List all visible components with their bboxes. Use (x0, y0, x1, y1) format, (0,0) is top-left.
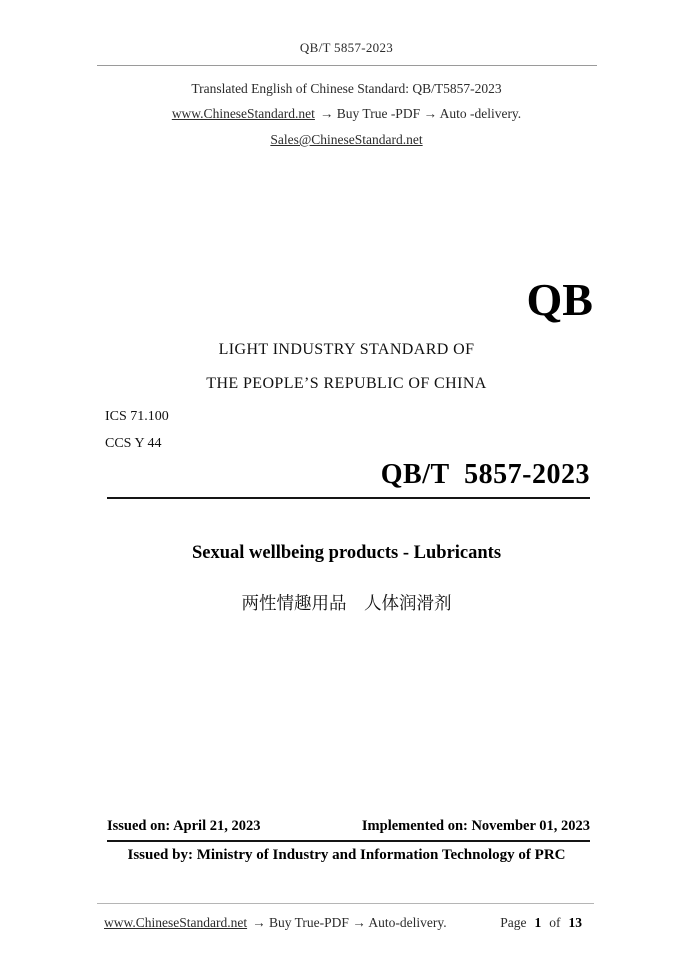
page-indicator (500, 915, 582, 931)
ics-code: ICS 71.100 (105, 409, 169, 424)
standard-code: QB/T 5857-2023 (380, 459, 590, 490)
page-of-label: of (549, 915, 561, 930)
header-site-link[interactable]: www.ChineseStandard.net (171, 106, 315, 121)
sales-email-link[interactable]: Sales@ChineseStandard.net (270, 132, 423, 147)
footer-left (104, 915, 447, 931)
page-total: 13 (568, 915, 582, 930)
dates-row (107, 818, 590, 835)
header-doc-code: QB/T 5857-2023 (299, 40, 394, 55)
header-buy-rest: → Buy True -PDF → Auto -delivery. (319, 106, 522, 121)
dates-divider (107, 840, 590, 842)
header-divider (97, 65, 597, 66)
footer-site-link[interactable]: www.ChineseStandard.net (104, 915, 248, 930)
footer-buy-rest: → Buy True-PDF → Auto-delivery. (252, 915, 447, 930)
footer-row (104, 915, 582, 931)
qb-logo: QB (526, 274, 593, 325)
title-english: Sexual wellbeing products - Lubricants (191, 543, 502, 563)
title-divider (107, 497, 590, 499)
footer-divider (97, 903, 594, 904)
sales-email-line (0, 132, 693, 148)
ccs-code: CCS Y 44 (105, 436, 162, 451)
header-buy-line (0, 106, 693, 122)
implemented-on-date: Implemented on: November 01, 2023 (361, 818, 590, 834)
org-line-1: LIGHT INDUSTRY STANDARD OF (218, 341, 475, 358)
title-chinese: 两性情趣用品 人体润滑剂 (241, 593, 452, 613)
org-line-2: THE PEOPLE’S REPUBLIC OF CHINA (206, 375, 487, 392)
page-label: Page (500, 915, 527, 930)
translated-standard-line: Translated English of Chinese Standard: QB/T5857-2023 (191, 81, 502, 96)
issued-by-line: Issued by: Ministry of Industry and Information Technology of PRC (127, 847, 566, 863)
page-current: 1 (534, 915, 542, 930)
issued-on-date: Issued on: April 21, 2023 (107, 818, 261, 834)
